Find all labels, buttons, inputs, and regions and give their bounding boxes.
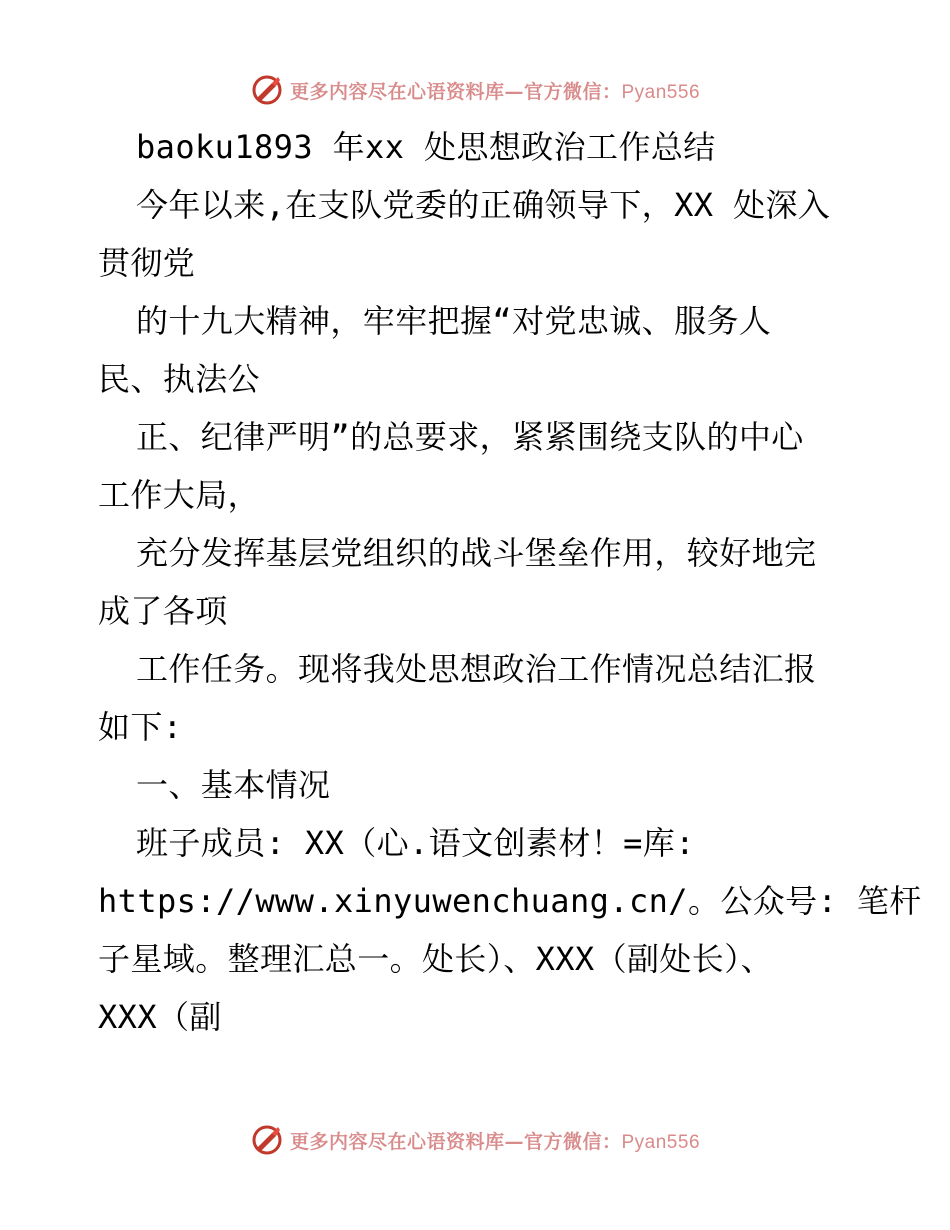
paragraph-line: 如下: [98,708,183,746]
header-banner [0,70,950,110]
paragraph-line: 民、执法公 [98,360,261,398]
wechat-id: Pyan556 [621,81,701,103]
paragraph-line: https://www.xinyuwenchuang.cn/。公众号: 笔杆 [98,882,922,920]
paragraph-line: 正、纪律严明”的总要求，紧紧围绕支队的中心 [136,418,804,456]
paragraph-line: 工作大局， [98,476,261,514]
brush-logo-icon [250,1123,284,1157]
paragraph-line: 班子成员: XX（心.语文创素材！=库: [136,824,695,862]
paragraph-line: 贯彻党 [98,244,196,282]
document-title-line: baoku1893 年xx 处思想政治工作总结 [136,128,716,166]
paragraph-line: 成了各项 [98,592,228,630]
footer-banner [0,1120,950,1160]
document-body [98,118,922,1046]
wechat-id: Pyan556 [621,1131,701,1153]
paragraph-line: 的十九大精神，牢牢把握“对党忠诚、服务人 [136,302,772,340]
banner-text: 更多内容尽在心语资料库—官方微信： [289,80,622,103]
brush-logo-icon [250,73,284,107]
banner-text: 更多内容尽在心语资料库—官方微信： [289,1130,622,1153]
paragraph-line: XXX（副 [98,998,222,1036]
paragraph-line: 工作任务。现将我处思想政治工作情况总结汇报 [136,650,817,688]
paragraph-line: 充分发挥基层党组织的战斗堡垒作用，较好地完 [136,534,817,572]
section-heading: 一、基本情况 [136,766,331,804]
paragraph-line: 今年以来,在支队党委的正确领导下，XX 处深入 [136,186,831,224]
paragraph-line: 子星域。整理汇总一。处长）、XXX（副处长）、 [98,940,773,978]
